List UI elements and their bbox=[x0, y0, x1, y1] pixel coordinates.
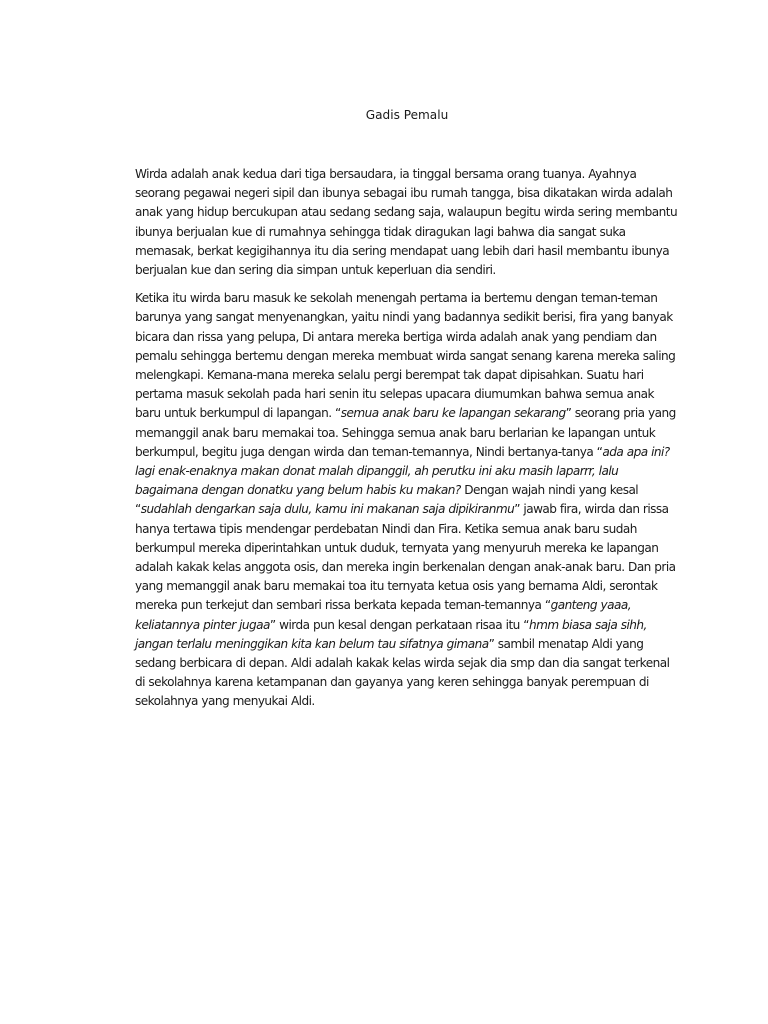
text-line bbox=[135, 654, 679, 673]
text-run: “ bbox=[135, 502, 141, 517]
text-line bbox=[135, 223, 679, 242]
text-line bbox=[135, 328, 679, 347]
text-run: pertama masuk sekolah pada hari senin itu selepas upacara diumumkan bahwa semua anak bbox=[135, 387, 654, 402]
document-body bbox=[135, 165, 679, 721]
text-run: ” seorang pria yang bbox=[565, 406, 676, 421]
italic-text: hmm biasa saja sihh, bbox=[528, 617, 647, 632]
text-run: berkumpul mereka diperintahkan untuk duduk, ternyata yang menyuruh mereka ke lapangan bbox=[135, 540, 659, 555]
text-line bbox=[135, 596, 679, 615]
text-line bbox=[135, 462, 679, 481]
paragraph bbox=[135, 165, 679, 280]
italic-text: lagi enak-enaknya makan donat malah dipanggil, ah perutku ini aku masih laparrr, lalu bbox=[135, 464, 619, 479]
text-line bbox=[135, 424, 679, 443]
text-run: sedang berbicara di depan. Aldi adalah kakak kelas wirda sejak dia smp dan dia sangat terkenal bbox=[135, 656, 670, 671]
text-run: pemalu sehingga bertemu dengan mereka membuat wirda sangat senang karena mereka saling bbox=[135, 348, 676, 363]
text-line bbox=[135, 500, 679, 519]
text-run: sekolahnya yang menyukai Aldi. bbox=[135, 694, 315, 709]
text-run: ” wirda pun kesal dengan perkataan risaa itu “ bbox=[269, 617, 529, 632]
italic-text: ada apa ini? bbox=[602, 444, 670, 459]
text-line bbox=[135, 242, 679, 261]
text-run: hanya tertawa tipis mendengar perdebatan Nindi dan Fira. Ketika semua anak baru sudah bbox=[135, 521, 637, 536]
text-run: seorang pegawai negeri sipil dan ibunya sebagai ibu rumah tangga, bisa dikatakan wirda adalah bbox=[135, 186, 673, 201]
text-line bbox=[135, 308, 679, 327]
text-run: melengkapi. Kemana-mana mereka selalu pergi berempat tak dapat dipisahkan. Suatu hari bbox=[135, 368, 644, 383]
text-line bbox=[135, 481, 679, 500]
text-line bbox=[135, 558, 679, 577]
text-run: anak yang hidup bercukupan atau sedang sedang saja, walaupun begitu wirda sering membantu bbox=[135, 205, 678, 220]
document-title: Gadis Pemalu bbox=[365, 108, 449, 122]
text-run: berkumpul, begitu juga dengan wirda dan teman-temannya, Nindi bertanya-tanya “ bbox=[135, 444, 603, 459]
italic-text: bagaimana dengan donatku yang belum habis ku makan? bbox=[135, 483, 461, 498]
text-line bbox=[135, 692, 679, 711]
italic-text: keliatannya pinter jugaa bbox=[135, 617, 270, 632]
text-line bbox=[135, 539, 679, 558]
text-line bbox=[135, 203, 679, 222]
text-run: memasak, berkat kegigihannya itu dia sering mendapat uang lebih dari hasil membantu ibunya bbox=[135, 243, 670, 258]
text-line bbox=[135, 366, 679, 385]
text-run: memanggil anak baru memakai toa. Sehingga semua anak baru berlarian ke lapangan untuk bbox=[135, 425, 656, 440]
text-line bbox=[135, 347, 679, 366]
text-line bbox=[135, 635, 679, 654]
text-run: bicara dan rissa yang pelupa, Di antara mereka bertiga wirda adalah anak yang pendiam dan bbox=[135, 329, 657, 344]
text-run: ibunya berjualan kue di rumahnya sehingga tidak diragukan lagi bahwa dia sangat suka bbox=[135, 224, 626, 239]
text-run: barunya yang sangat menyenangkan, yaitu nindi yang badannya sedikit berisi, fira yang banyak bbox=[135, 310, 673, 325]
text-run: adalah kakak kelas anggota osis, dan mereka ingin berkenalan dengan anak-anak baru. Dan pria bbox=[135, 560, 676, 575]
text-line bbox=[135, 404, 679, 423]
text-run: Ketika itu wirda baru masuk ke sekolah menengah pertama ia bertemu dengan teman-teman bbox=[135, 291, 658, 306]
text-run: ” jawab fira, wirda dan rissa bbox=[514, 502, 669, 517]
text-line bbox=[135, 443, 679, 462]
italic-text: ganteng yaaa, bbox=[550, 598, 631, 613]
text-line bbox=[135, 520, 679, 539]
text-run: mereka pun terkejut dan sembari rissa berkata kepada teman-temannya “ bbox=[135, 598, 551, 613]
text-line bbox=[135, 184, 679, 203]
italic-text: sudahlah dengarkan saja dulu, kamu ini makanan saja dipikiranmu bbox=[140, 502, 515, 517]
text-run: di sekolahnya karena ketampanan dan gayanya yang keren sehingga banyak perempuan di bbox=[135, 675, 649, 690]
text-line bbox=[135, 165, 679, 184]
text-run: baru untuk berkumpul di lapangan. “ bbox=[135, 406, 341, 421]
text-line bbox=[135, 577, 679, 596]
text-line bbox=[135, 616, 679, 635]
text-run: yang memanggil anak baru memakai toa itu ternyata ketua osis yang bernama Aldi, serontak bbox=[135, 579, 658, 594]
text-line bbox=[135, 289, 679, 308]
text-run: Wirda adalah anak kedua dari tiga bersaudara, ia tinggal bersama orang tuanya. Ayahnya bbox=[135, 167, 637, 181]
paragraph bbox=[135, 289, 679, 711]
text-run: ” sambil menatap Aldi yang bbox=[488, 636, 644, 651]
text-run: Dengan wajah nindi yang kesal bbox=[460, 483, 639, 498]
italic-text: semua anak baru ke lapangan sekarang bbox=[340, 406, 566, 421]
text-line bbox=[135, 385, 679, 404]
text-line bbox=[135, 673, 679, 692]
text-run: berjualan kue dan sering dia simpan untuk keperluan dia sendiri. bbox=[135, 263, 496, 278]
text-line bbox=[135, 261, 679, 280]
italic-text: jangan terlalu meninggikan kita kan belum tau sifatnya gimana bbox=[135, 636, 489, 651]
